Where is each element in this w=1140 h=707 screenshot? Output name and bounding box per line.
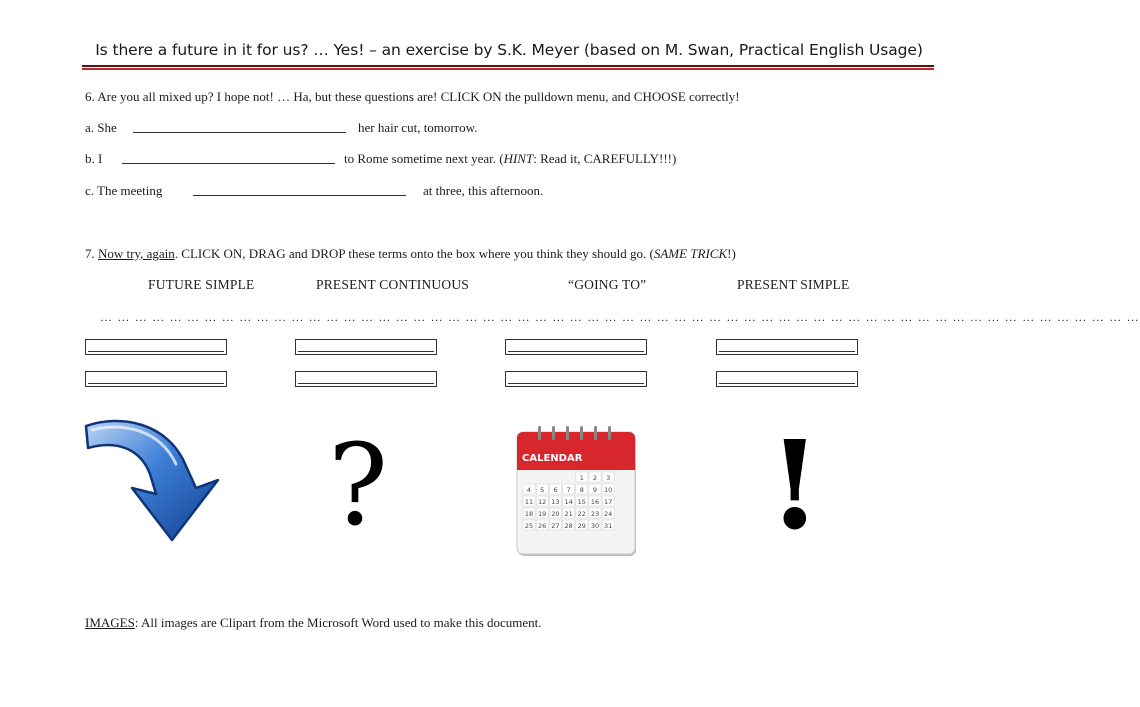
calendar-day: 31 (604, 522, 613, 530)
calendar-day: 9 (592, 486, 598, 494)
exercise-7-instruction (85, 246, 736, 262)
exercise-7-instruction-end: !) (727, 246, 736, 261)
drop-box[interactable] (716, 339, 858, 355)
question-mark-icon: ? (328, 421, 389, 551)
calendar-day: 2 (592, 474, 598, 482)
dotted-separator: … … … … … … … … … … … … … … … … … … … … … … … … … … … … … … … … … … … … … … … … … … … … … … … … … … … … … … … … … … … … (100, 310, 1140, 324)
item-b-hint: HINT (503, 151, 534, 166)
calendar-day: 3 (606, 474, 611, 482)
calendar-icon (514, 426, 640, 558)
exercise-6-item-c (85, 183, 162, 199)
drop-box[interactable] (85, 371, 227, 387)
calendar-day: 18 (524, 510, 534, 518)
exercise-7-number: 7. (85, 246, 98, 261)
item-b-dropdown[interactable] (122, 152, 335, 164)
calendar-day: 25 (524, 522, 534, 530)
drop-box[interactable] (716, 371, 858, 387)
calendar-day: 27 (551, 522, 560, 530)
drop-box[interactable] (295, 339, 437, 355)
calendar-day: 8 (579, 486, 584, 494)
footer-label: IMAGES (85, 615, 135, 630)
page-title: Is there a future in it for us? … Yes! – an exercise by S.K. Meyer (based on M. Swan, Practical English Usage) (95, 41, 923, 59)
calendar-day: 13 (551, 498, 560, 506)
footer-text: : All images are Clipart from the Microsoft Word used to make this document. (134, 615, 542, 630)
item-b-suffix (344, 151, 676, 167)
calendar-day: 17 (604, 498, 613, 506)
item-c-suffix: at three, this afternoon. (423, 183, 544, 198)
exclamation-mark-icon: ! (768, 413, 822, 557)
drop-box[interactable] (505, 339, 647, 355)
calendar-day: 19 (538, 510, 547, 518)
exercise-6-item-a (85, 120, 117, 136)
calendar-day: 30 (590, 522, 600, 530)
term-future-simple[interactable]: FUTURE SIMPLE (148, 277, 255, 292)
calendar-day: 26 (538, 522, 547, 530)
calendar-day: 16 (590, 498, 600, 506)
item-a-dropdown[interactable] (133, 121, 346, 133)
calendar-day: 4 (526, 486, 532, 494)
calendar-day: 11 (524, 498, 534, 506)
calendar-day: 29 (577, 522, 586, 530)
header-divider-accent (82, 68, 934, 70)
calendar-day: 21 (564, 510, 573, 518)
exercise-7-underlined: Now try, again (98, 246, 175, 261)
calendar-day: 1 (579, 474, 584, 482)
drop-box[interactable] (85, 339, 227, 355)
calendar-day: 28 (564, 522, 573, 530)
footer-note (85, 615, 542, 631)
item-c-prefix: c. The meeting (85, 183, 163, 198)
term-going-to[interactable]: “GOING TO” (568, 277, 647, 292)
calendar-day: 5 (540, 486, 545, 494)
item-b-prefix: b. I (85, 151, 103, 166)
calendar-day: 20 (551, 510, 560, 518)
calendar-day: 22 (577, 510, 586, 518)
calendar-day: 15 (577, 498, 586, 506)
calendar-day: 10 (604, 486, 613, 494)
calendar-day: 14 (564, 498, 573, 506)
item-c-dropdown[interactable] (193, 184, 406, 196)
curved-arrow-icon (80, 408, 230, 548)
calendar-day: 7 (566, 486, 571, 494)
item-b-suffix-text: to Rome sometime next year. ( (344, 151, 504, 166)
term-present-simple[interactable]: PRESENT SIMPLE (737, 277, 850, 292)
calendar-day: 23 (590, 510, 600, 518)
calendar-day: 12 (538, 498, 547, 506)
item-b-hint-text: : Read it, CAREFULLY!!!) (533, 151, 677, 166)
item-a-suffix: her hair cut, tomorrow. (358, 120, 478, 135)
drop-box[interactable] (295, 371, 437, 387)
calendar-label: CALENDAR (522, 453, 583, 464)
calendar-day: 24 (604, 510, 613, 518)
exercise-7-same-trick: SAME TRICK (653, 246, 728, 261)
exercise-7-instruction-text: . CLICK ON, DRAG and DROP these terms onto the box where you think they should go. ( (174, 246, 654, 261)
drop-box[interactable] (505, 371, 647, 387)
calendar-day: 6 (553, 486, 558, 494)
term-present-continuous[interactable]: PRESENT CONTINUOUS (316, 277, 469, 292)
header-divider (82, 65, 934, 67)
exercise-6-instruction: 6. Are you all mixed up? I hope not! … Ha, but these questions are! CLICK ON the pulldown menu, and CHOOSE correctly! (85, 89, 740, 104)
exercise-6-item-b (85, 151, 102, 167)
item-a-prefix: a. She (85, 120, 117, 135)
